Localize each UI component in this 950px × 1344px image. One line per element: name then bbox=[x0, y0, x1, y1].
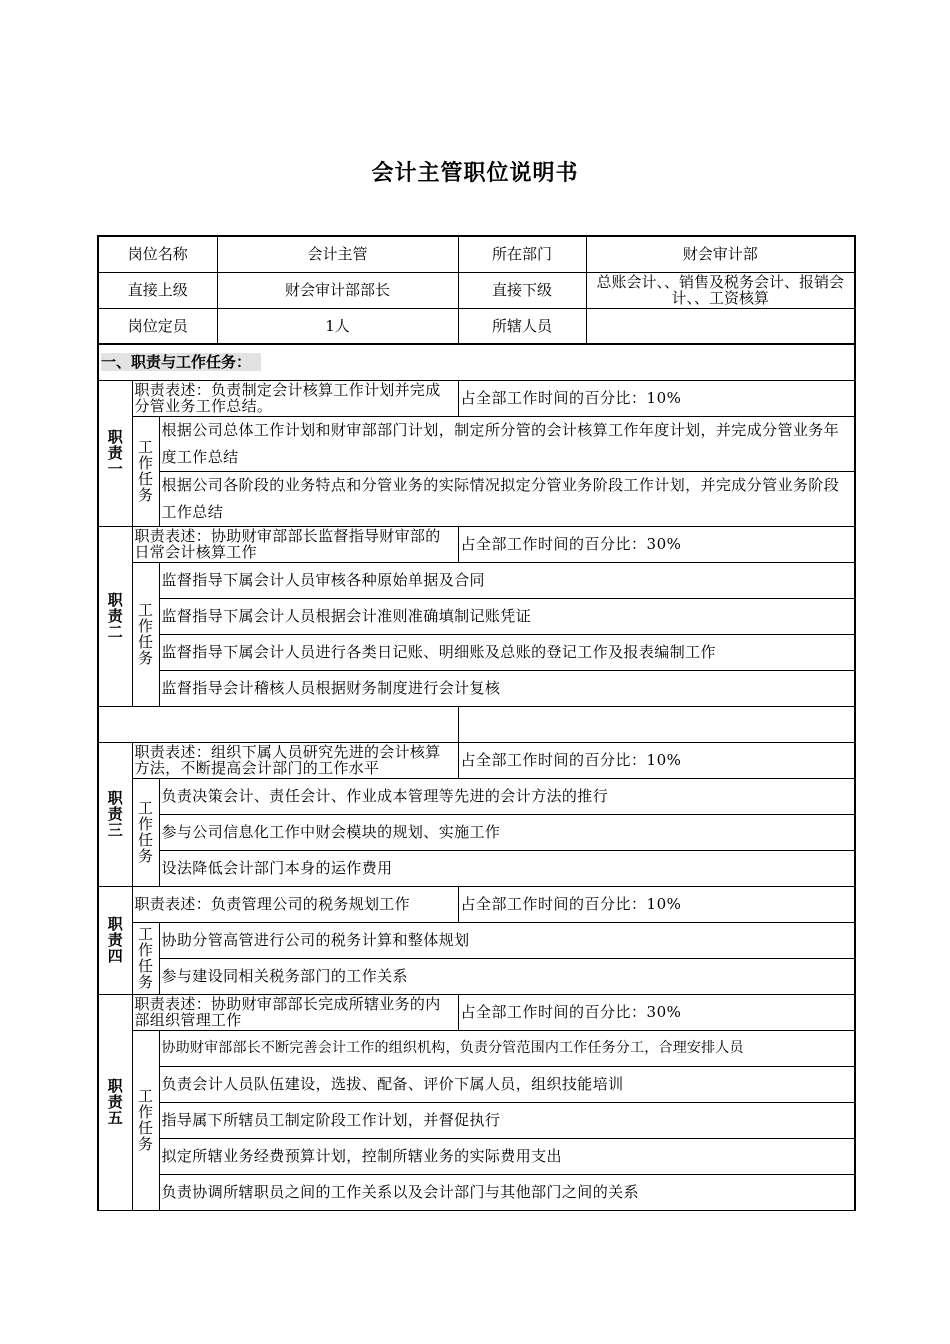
blank-cell-left bbox=[98, 706, 458, 742]
duty-3-task-row bbox=[98, 814, 855, 850]
duty-4-task-label: 工作任务 bbox=[132, 922, 159, 994]
duty-1-task-row bbox=[98, 416, 855, 471]
duty-4-task-row bbox=[98, 922, 855, 958]
position-value: 会计主管 bbox=[217, 236, 458, 272]
duty-5-task-row bbox=[98, 1066, 855, 1102]
duty-5-task-label: 工作任务 bbox=[132, 1030, 159, 1210]
duty-4-task-2: 参与建设同相关税务部门的工作关系 bbox=[159, 958, 855, 994]
info-row-2 bbox=[98, 272, 855, 308]
position-label: 岗位名称 bbox=[98, 236, 217, 272]
duty-3-label: 职责三 bbox=[98, 742, 132, 886]
duty-5-task-5: 负责协调所辖职员之间的工作关系以及会计部门与其他部门之间的关系 bbox=[159, 1174, 855, 1210]
duty-1-description: 职责表述：负责制定会计核算工作计划并完成分管业务工作总结。 bbox=[132, 380, 458, 416]
blank-cell-right bbox=[458, 706, 855, 742]
superior-label: 直接上级 bbox=[98, 272, 217, 308]
duty-2-task-row bbox=[98, 634, 855, 670]
staff-label: 所辖人员 bbox=[458, 308, 586, 344]
section-title bbox=[98, 344, 855, 380]
dept-value: 财会审计部 bbox=[586, 236, 855, 272]
duty-3-task-3: 设法降低会计部门本身的运作费用 bbox=[159, 850, 855, 886]
duty-5-task-row bbox=[98, 1138, 855, 1174]
duty-4-task-1: 协助分管高管进行公司的税务计算和整体规划 bbox=[159, 922, 855, 958]
duty-2-percent: 占全部工作时间的百分比：30% bbox=[458, 526, 855, 562]
duty-4-task-row bbox=[98, 958, 855, 994]
duty-1-task-row bbox=[98, 471, 855, 526]
duty-2-task-row bbox=[98, 562, 855, 598]
subordinate-label: 直接下级 bbox=[458, 272, 586, 308]
duty-4-description: 职责表述：负责管理公司的税务规划工作 bbox=[132, 886, 458, 922]
duty-4-desc-row bbox=[98, 886, 855, 922]
duty-1-percent: 占全部工作时间的百分比：10% bbox=[458, 380, 855, 416]
duty-1-task-2: 根据公司各阶段的业务特点和分管业务的实际情况拟定分管业务阶段工作计划，并完成分管业务阶段工作总结 bbox=[159, 471, 855, 526]
duty-2-task-2: 监督指导下属会计人员根据会计准则准确填制记账凭证 bbox=[159, 598, 855, 634]
subordinate-value: 总账会计、、销售及税务会计、报销会计、、工资核算 bbox=[586, 272, 855, 308]
dept-label: 所在部门 bbox=[458, 236, 586, 272]
duty-2-task-row bbox=[98, 670, 855, 706]
duty-5-label: 职责五 bbox=[98, 994, 132, 1210]
duty-2-task-1: 监督指导下属会计人员审核各种原始单据及合同 bbox=[159, 562, 855, 598]
duty-3-task-label: 工作任务 bbox=[132, 778, 159, 886]
duty-5-desc-row bbox=[98, 994, 855, 1030]
duty-3-description: 职责表述：组织下属人员研究先进的会计核算方法，不断提高会计部门的工作水平 bbox=[132, 742, 458, 778]
duty-2-desc-row bbox=[98, 526, 855, 562]
staff-value bbox=[586, 308, 855, 344]
job-description-table bbox=[97, 235, 856, 1211]
duty-5-description: 职责表述：协助财审部部长完成所辖业务的内部组织管理工作 bbox=[132, 994, 458, 1030]
headcount-value: 1人 bbox=[217, 308, 458, 344]
duty-1-label: 职责一 bbox=[98, 380, 132, 526]
duty-5-task-3: 指导属下所辖员工制定阶段工作计划，并督促执行 bbox=[159, 1102, 855, 1138]
duty-5-task-row bbox=[98, 1030, 855, 1066]
duty-3-desc-row bbox=[98, 742, 855, 778]
document-title: 会计主管职位说明书 bbox=[371, 161, 579, 186]
duty-5-task-row bbox=[98, 1102, 855, 1138]
duty-5-task-4: 拟定所辖业务经费预算计划，控制所辖业务的实际费用支出 bbox=[159, 1138, 855, 1174]
duty-5-task-1: 协助财审部部长不断完善会计工作的组织机构，负责分管范围内工作任务分工，合理安排人员 bbox=[159, 1030, 855, 1066]
duty-4-percent: 占全部工作时间的百分比：10% bbox=[458, 886, 855, 922]
superior-value: 财会审计部部长 bbox=[217, 272, 458, 308]
duty-1-task-1: 根据公司总体工作计划和财审部部门计划，制定所分管的会计核算工作年度计划，并完成分管业务年度工作总结 bbox=[159, 416, 855, 471]
duty-1-desc-row bbox=[98, 380, 855, 416]
duty-2-label: 职责二 bbox=[98, 526, 132, 706]
section-title-text: 一、职责与工作任务： bbox=[101, 353, 261, 371]
duty-2-description: 职责表述：协助财审部部长监督指导财审部的日常会计核算工作 bbox=[132, 526, 458, 562]
duty-5-task-row bbox=[98, 1174, 855, 1210]
info-row-3 bbox=[98, 308, 855, 344]
duty-2-task-row bbox=[98, 598, 855, 634]
headcount-label: 岗位定员 bbox=[98, 308, 217, 344]
info-row-1 bbox=[98, 236, 855, 272]
duty-3-task-row bbox=[98, 850, 855, 886]
duty-4-label: 职责四 bbox=[98, 886, 132, 994]
duty-3-task-row bbox=[98, 778, 855, 814]
duty-2-task-label: 工作任务 bbox=[132, 562, 159, 706]
duty-2-task-4: 监督指导会计稽核人员根据财务制度进行会计复核 bbox=[159, 670, 855, 706]
duty-5-percent: 占全部工作时间的百分比：30% bbox=[458, 994, 855, 1030]
duty-2-task-3: 监督指导下属会计人员进行各类日记账、明细账及总账的登记工作及报表编制工作 bbox=[159, 634, 855, 670]
duty-5-task-2: 负责会计人员队伍建设，选拔、配备、评价下属人员，组织技能培训 bbox=[159, 1066, 855, 1102]
duty-1-task-label: 工作任务 bbox=[132, 416, 159, 526]
duty-3-task-1: 负责决策会计、责任会计、作业成本管理等先进的会计方法的推行 bbox=[159, 778, 855, 814]
blank-row bbox=[98, 706, 855, 742]
duty-3-task-2: 参与公司信息化工作中财会模块的规划、实施工作 bbox=[159, 814, 855, 850]
duty-3-percent: 占全部工作时间的百分比：10% bbox=[458, 742, 855, 778]
section-header-row bbox=[98, 344, 855, 380]
